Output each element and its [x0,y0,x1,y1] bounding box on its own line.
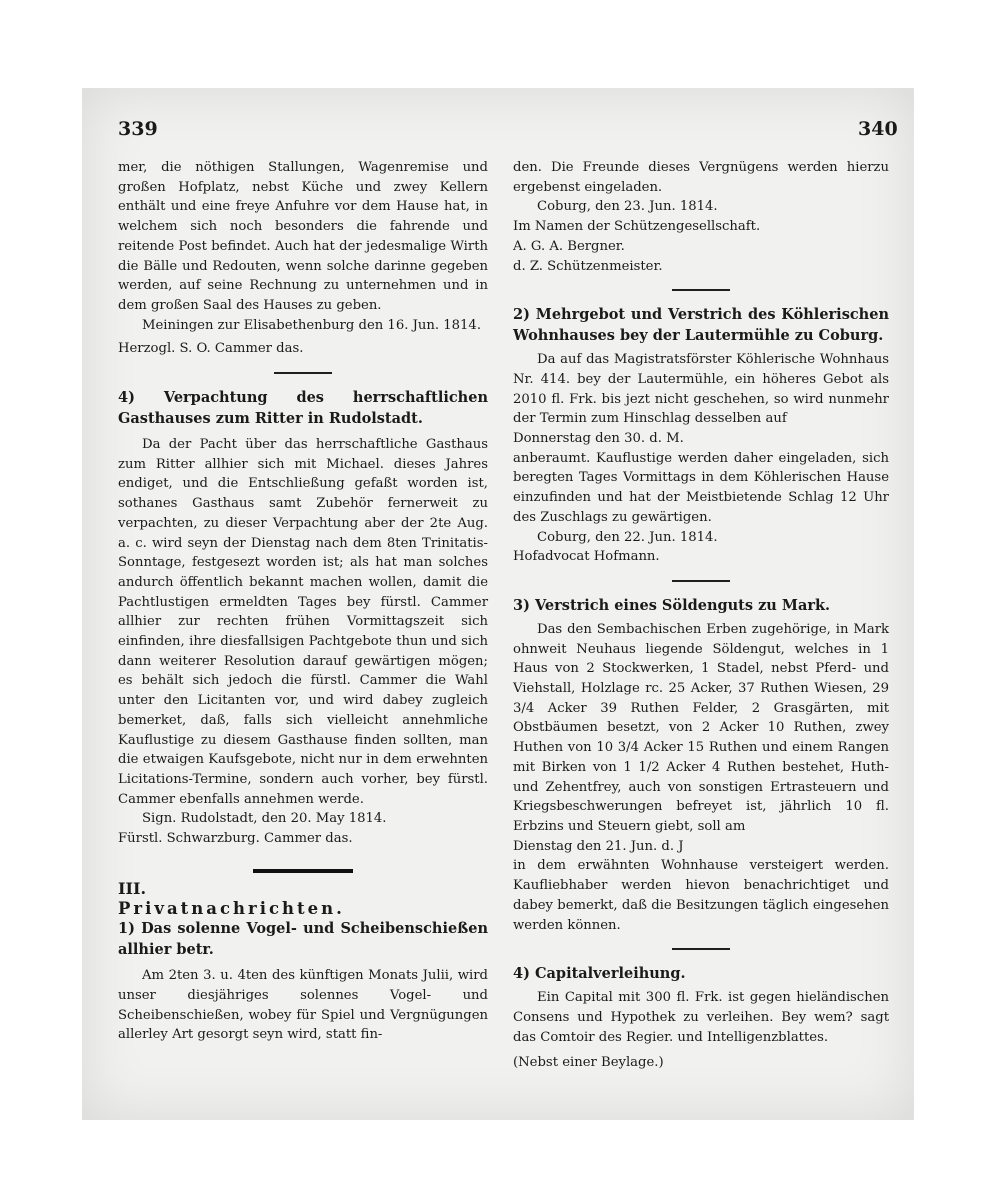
right-section-3-body-continued: in dem erwähnten Wohnhause versteigert werden. Kaufliebhaber werden hievon benachrichtiget und dabey bemerkt, daß die Besitzungen täglich eingesehen werden können. [513,858,889,933]
supplement-note: (Nebst einer Beylage.) [513,1055,664,1071]
right-section-4-body: Ein Capital mit 300 fl. Frk. ist gegen hieländischen Consens und Hypothek zu verleihen. Bey wem? sagt das Comtoir des Regier. und Intelligenzblattes. [513,990,889,1045]
continuation-name: A. G. A. Bergner. [513,238,625,254]
section-4-signature: Fürstl. Schwarzburg. Cammer das. [118,831,353,847]
right-section-2-body: Da auf das Magistratsförster Köhlerische Wohnhaus Nr. 414. bey der Lautermühle, ein höheres Gebot als 2010 fl. Frk. bis jezt nicht geschehen, so wird nunmehr der Termin zum Hinschlag desselben auf [513,352,889,427]
left-page-number: 339 [118,118,158,140]
part-divider [253,869,353,873]
right-section-2-title: 2) Mehrgebot und Verstrich des Köhlerischen Wohnhauses bey der Lautermühle zu Coburg. [513,306,889,345]
intro-paragraph: mer, die nöthigen Stallungen, Wagenremise und großen Hofplatz, nebst Küche und zwey Kellern enthält und eine freye Anfuhre vor dem Hause hat, in welchem sich noch besonders die fahrende und reitende Post befindet. Auch hat der jedesmalige Wirth die Bälle und Redouten, wenn solche darinne gegeben werden, auf seine Rechnung zu unternehmen und in dem großen Saal des Hauses zu geben. [118,160,488,313]
left-column [118,158,488,1045]
right-column [513,158,889,1073]
continuation-role: d. Z. Schützenmeister. [513,258,663,274]
right-section-3-date: Dienstag den 21. Jun. d. J [513,838,684,854]
section-4-title: 4) Verpachtung des herrschaftlichen Gasthauses zum Ritter in Rudolstadt. [118,389,488,428]
section-4-place-date: Sign. Rudolstadt, den 20. May 1814. [142,811,387,827]
private-1-title: 1) Das solenne Vogel- und Scheibenschießen allhier betr. [118,920,488,959]
part-title: Privatnachrichten. [118,898,345,918]
right-section-3-body: Das den Sembachischen Erben zugehörige, in Mark ohnweit Neuhaus liegende Söldengut, welches in 1 Haus von 2 Stockwerken, 1 Stadel, nebst Pferd- und Viehstall, Holzlage rc. 25 Acker, 37 Ruthen Wiesen, 29 3/4 Acker 39 Ruthen Felder, 2 Grasgärten, mit Obstbäumen besetzt, von 2 Acker 10 Ruthen, zwey Huthen von 10 3/4 Acker 15 Ruthen und einem Rangen mit Birken von 1 1/2 Acker 4 Ruthen bestehet, Huth- und Zehentfrey, auch von sonstigen Ertrasteuern und Kriegsbeschwerungen befreyet ist, jährlich 10 fl. Erbzins und Steuern giebt, soll am [513,621,889,834]
intro-place-date: Meiningen zur Elisabethenburg den 16. Jun. 1814. [142,317,482,333]
section-divider [274,372,332,374]
continuation-on-behalf: Im Namen der Schützengesellschaft. [513,219,761,235]
section-divider [672,580,730,582]
right-section-3-title: 3) Verstrich eines Söldenguts zu Mark. [513,596,831,614]
section-divider [672,289,730,291]
continuation-place-date: Coburg, den 23. Jun. 1814. [537,199,718,215]
right-section-2-signature: Hofadvocat Hofmann. [513,549,660,565]
right-section-2-place-date: Coburg, den 22. Jun. 1814. [537,529,718,545]
part-number: III. [118,878,147,898]
right-page-number: 340 [858,118,898,140]
section-4-body: Da der Pacht über das herrschaftliche Gasthaus zum Ritter allhier sich mit Michael. dieses Jahres endiget, und die Entschließung gefaßt worden ist, sothanes Gasthaus samt Zubehör fernerweit zu verpachten, zu dieser Verpachtung aber der 2te Aug. a. c. wird seyn der Dienstag nach dem 8ten Trinitatis-Sonntage, festgesezt worden ist; als hat man solches andurch öffentlich bekannt machen wollen, damit die Pachtlustigen ermeldten Tages bey fürstl. Cammer allhier zur rechten frühen Vormittagszeit sich einfinden, ihre diesfallsigen Pachtgebote thun und sich dann weiterer Resolution darauf gewärtigen mögen; es behält sich jedoch die fürstl. Cammer die Wahl unter den Licitanten vor, und wird dabey zugleich bemerket, daß, falls sich vielleicht annehmliche Kauflustige zu diesem Gasthause finden sollten, man die etwaigen Kaufsgebote, nicht nur in dem erwehnten Licitations-Termine, sondern auch vorher, bey fürstl. Cammer ebenfalls annehmen werde. [118,437,488,807]
section-divider [672,948,730,950]
right-section-2-date: Donnerstag den 30. d. M. [513,431,684,447]
right-section-4-title: 4) Capitalverleihung. [513,965,686,983]
private-1-body: Am 2ten 3. u. 4ten des künftigen Monats Julii, wird unser diesjähriges solennes Vogel- und Scheibenschießen, wobey für Spiel und Vergnügungen allerley Art gesorgt seyn wird, statt fin- [118,968,488,1043]
continuation-paragraph: den. Die Freunde dieses Vergnügens werden hierzu ergebenst eingeladen. [513,160,889,195]
right-section-2-body-continued: anberaumt. Kauflustige werden daher eingeladen, sich beregten Tages Vormittags in dem Köhlerischen Hause einzufinden und hat der Meistbietende Schlag 12 Uhr des Zuschlags zu gewärtigen. [513,450,889,525]
intro-signature: Herzogl. S. O. Cammer das. [118,341,304,357]
